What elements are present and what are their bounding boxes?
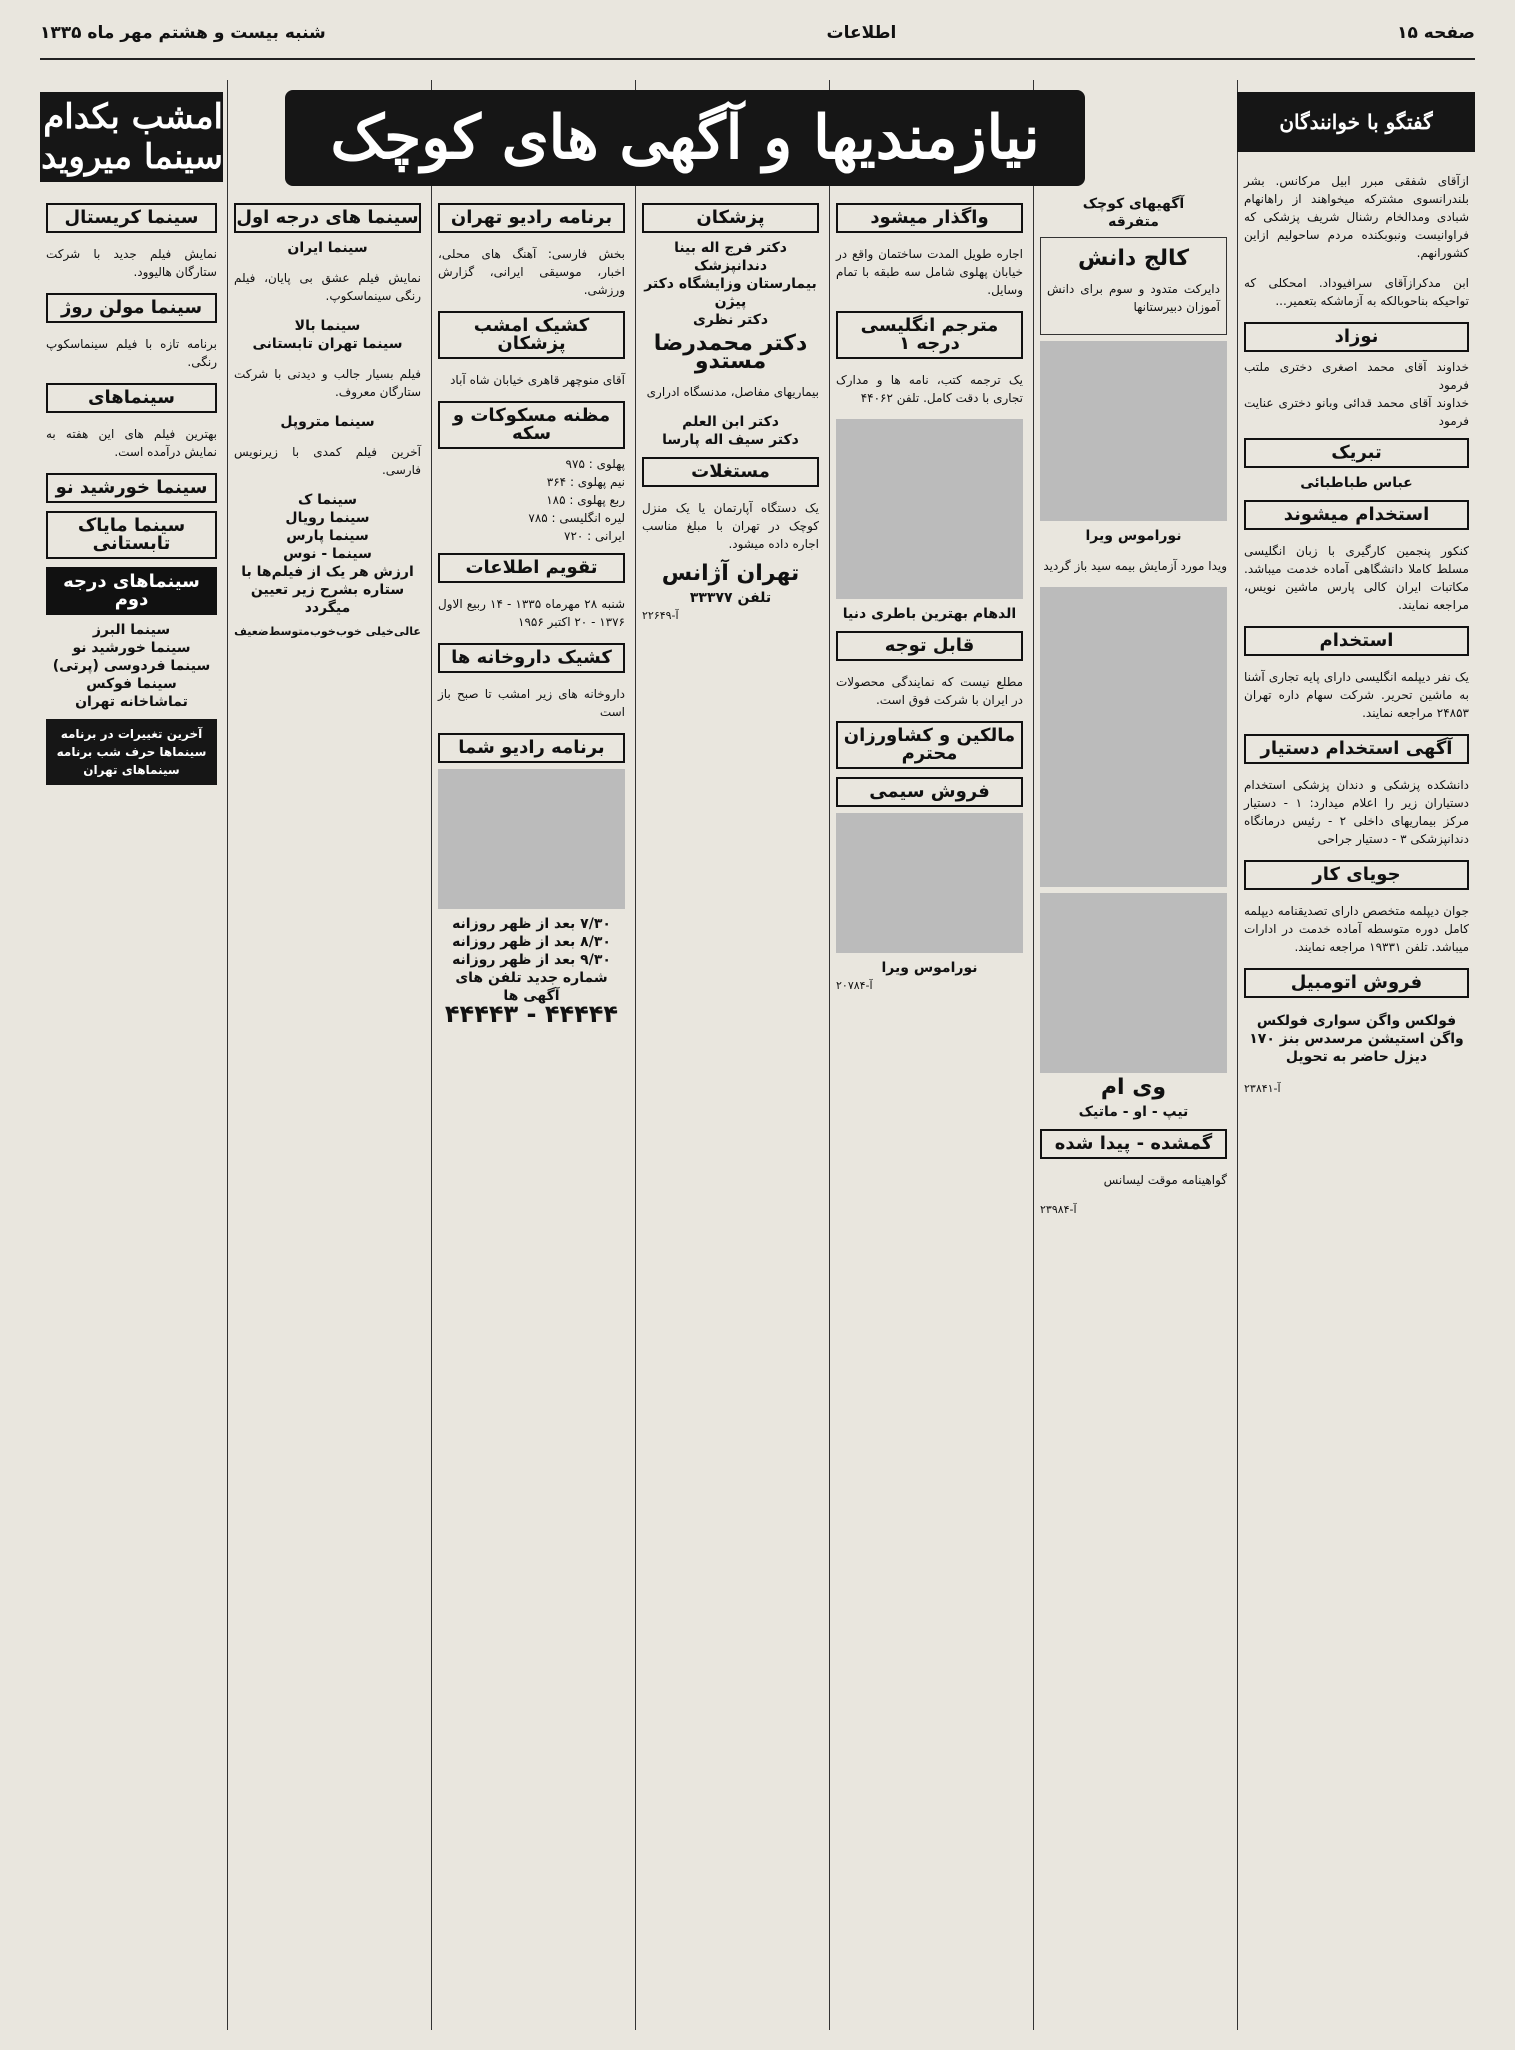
reader-letter: ازآقای شفقی مبرر ابیل مرکانس. بشر بلندرانسوی مشترکه میخواهند از راهانهام شبادی ومدالخام رشنال شریف پزشکی که فراوانیست ونبوبکنده مردم ساحولیم ازاین کشورانهم.: [1244, 174, 1469, 260]
crystal-title: سینما کریستال: [46, 203, 217, 233]
hiring2-text: یک نفر دیپلمه انگلیسی دارای پایه تجاری آشنا به ماشین تحریر. شرکت سهام داره تهران ۲۴۸۵۳ مراجعه نمایند.: [1244, 670, 1469, 720]
schedule-item: ۷/۳۰ بعد از ظهر روزانه: [452, 916, 611, 932]
currency-row: لیره انگلیسی : ۷۸۵: [528, 511, 625, 525]
moulin-title: سینما مولن روژ: [46, 293, 217, 323]
cinema-tehran: سینما تهران تابستانی: [252, 336, 403, 352]
radio-text: بخش فارسی: آهنگ های محلی، اخبار، موسیقی ایرانی، گزارش ورزشی.: [438, 247, 625, 297]
cinema-royal: سینما رویال: [285, 510, 370, 526]
tabestan-title: سینما مایاک تابستانی: [46, 511, 217, 559]
radio2-title: برنامه رادیو شما: [438, 733, 625, 763]
translator-title: مترجم انگلیسی درجه ۱: [836, 311, 1023, 359]
cinema-iran: سینما ایران: [287, 240, 368, 256]
phone: تلفن ۳۳۳۷۷: [689, 590, 772, 606]
doctor-2: بیمارستان وزایشگاه دکتر پیژن: [644, 276, 817, 310]
brand-name: نوراموس ویرا: [1085, 528, 1182, 544]
rating-item: خوب: [309, 625, 336, 638]
crystal-text: نمایش فیلم جدید با شرکت ستارگان هالیوود.: [46, 247, 217, 279]
readers-heading: گفتگو با خوانندگان: [1237, 92, 1475, 152]
cinema-metro-text: آخرین فیلم کمدی با زیرنویس فارسی.: [234, 445, 421, 477]
cinema-k: سینما ک: [297, 492, 358, 508]
battery-illustration: [1040, 341, 1227, 521]
rating-item: ضعیف: [234, 625, 269, 638]
cinema1-title: سینما های درجه اول: [234, 203, 421, 233]
doctor-banner: دکتر محمدرضا مستدو: [653, 331, 808, 374]
rent-title: واگذار میشود: [836, 203, 1023, 233]
currency-title: مظنه مسکوکات و سکه: [438, 401, 625, 449]
rating-item: متوسط: [268, 625, 310, 638]
brand-name: نوراموس ویرا: [881, 960, 978, 976]
moulin-text: برنامه تازه با فیلم سینماسکوپ رنگی.: [46, 337, 217, 369]
pharmacy-text: آقای منوچهر قاهری خیابان شاه آباد: [450, 373, 625, 387]
column-small-ads: [1033, 80, 1233, 2030]
calendar-title: تقویم اطلاعات: [438, 553, 625, 583]
contact-number: ۴۴۴۴۴ - ۴۴۴۴۳: [444, 1000, 619, 1028]
car-text: فولکس واگن سواری فولکس واگن استیشن مرسدس بنز ۱۷۰ دیزل حاضر به تحویل: [1249, 1013, 1464, 1065]
column-cinemas-2: [40, 80, 223, 2030]
column-rentals: [829, 80, 1029, 2030]
doctor-3: دکتر نظری: [692, 312, 769, 328]
agent-title: مالکین و کشاورزان محترم: [836, 721, 1023, 769]
radio-illustration: [438, 769, 625, 909]
misc-title: مستغلات: [642, 457, 819, 487]
rating-bar: [234, 623, 421, 641]
newborn-title: نوزاد: [1244, 322, 1469, 352]
cinema-nos: سینما - نوس: [283, 546, 372, 562]
jobseek-text: جوان دیپلمه متخصص دارای تصدیقنامه دیپلمه کامل دوره متوسطه آماده خدمت در ادارات میباشد. تلفن ۱۹۳۳۱ مراجعه نمایند.: [1244, 904, 1469, 954]
cinema-pars: سینما پارس: [286, 528, 369, 544]
hiring-text: کنکور پنجمین کارگیری با زبان انگلیسی مسلط کاملا دانشگاهی آماده خدمت میباشد. مکاتبات ایران کالی پارس ماشین نویس، مراجعه نمایند.: [1244, 544, 1469, 612]
battery-image: [836, 419, 1023, 599]
ref: آ-۲۰۷۸۴: [836, 979, 873, 992]
radio-title: برنامه رادیو تهران: [438, 203, 625, 233]
newborn-item: خداوند آقای محمد اصغری دختری ملتب فرمود: [1244, 360, 1469, 392]
schedule-item: ۸/۳۰ بعد از ظهر روزانه: [452, 934, 611, 950]
alborz-title: سینما البرز: [92, 622, 171, 638]
pharmacy-title: کشیک امشب پزشکان: [438, 311, 625, 359]
doctors-title: پزشکان: [642, 203, 819, 233]
assistant-title: آگهی استخدام دستیار: [1244, 734, 1469, 764]
rating-item: خیلی خوب: [336, 625, 394, 638]
doctor-specialty: بیماریهای مفاصل، مدنسگاه ادراری: [646, 385, 819, 399]
notice-title: قابل توجه: [836, 631, 1023, 661]
cat-illustration: [1040, 587, 1227, 887]
footer-note: آخرین تغییرات در برنامه سینماها حرف شب برنامه سینماهای تهران: [46, 719, 217, 785]
currency-row: نیم پهلوی : ۳۶۴: [546, 475, 625, 489]
battery-brand: الدهام بهترین باطری دنیا: [842, 606, 1017, 622]
classifieds-banner: نیازمندیها و آگهی های کوچک: [285, 90, 1085, 186]
lost-title: گمشده - پیدا شده: [1040, 1129, 1227, 1159]
hiring2-title: استخدام: [1244, 626, 1469, 656]
misc-text: یک دستگاه آپارتمان یا یک منزل کوچک در تهران با مبلغ مناسب اجاره داده میشود.: [642, 501, 819, 551]
drugstore-text: داروخانه های زیر امشب تا صبح باز است: [438, 687, 625, 719]
sale-title: فروش سیمی: [836, 777, 1023, 807]
drugstore-title: کشیک داروخانه ها: [438, 643, 625, 673]
car-title: فروش اتومبیل: [1244, 968, 1469, 998]
page-header: [40, 8, 1475, 60]
jobseek-title: جویای کار: [1244, 860, 1469, 890]
schedule-item: ۹/۳۰ بعد از ظهر روزانه: [452, 952, 611, 968]
doctor-1: دکتر فرج اله بینا دندانپزشک: [674, 240, 787, 274]
cinema-iran-text: نمایش فیلم عشق بی پایان، فیلم رنگی سینماسکوپ.: [234, 271, 421, 303]
agency-name: تهران آژانس: [661, 561, 800, 586]
product-name: تیپ - او - ماتیک: [1078, 1104, 1189, 1120]
car-ref: آ-۲۳۸۴۱: [1244, 1082, 1281, 1095]
rating-title: ارزش هر یک از فیلم‌ها با ستاره بشرح زیر تعیین میگردد: [241, 564, 414, 616]
ref: آ-۲۲۶۴۹: [642, 609, 679, 622]
tape-recorder-illustration: [1040, 893, 1227, 1073]
ref: آ-۲۳۹۸۴: [1040, 1203, 1077, 1216]
brand-logo: [836, 813, 1023, 953]
currency-row: ربع پهلوی : ۱۸۵: [546, 493, 625, 507]
rent-text: اجاره طویل المدت ساختمان واقع در خیابان پهلوی شامل سه طبقه با تمام وسایل.: [836, 247, 1023, 297]
reader-letter-2: ابن مدکرازآقای سرافیوداد. امحکلی که تواحیکه بناحوبالکه به آزماشکه بتعمیر...: [1244, 276, 1469, 308]
column-radio: [431, 80, 631, 2030]
currency-row: ایرانی : ۷۲۰: [564, 529, 625, 543]
khorshid-title: سینما خورشید نو: [72, 640, 191, 656]
cinemas-title: سینماهای: [46, 383, 217, 413]
doctor-5: دکتر سیف اله پارسا: [662, 432, 799, 448]
fox-title: سینما فوکس: [86, 676, 177, 692]
ad-text: ویدا مورد آزمایش بیمه سید باز گردید: [1043, 559, 1227, 573]
newborn-item: خداوند آقای محمد قدائی وبانو دختری عنایت فرمود: [1244, 396, 1469, 428]
cinemas-text: بهترین فیلم های این هفته به نمایش درآمده است.: [46, 427, 217, 459]
assistant-text: دانشکده پزشکی و دندان پزشکی استخدام دستیاران زیر را اعلام میدارد: ۱ - دستیار مرکز بیماریهای داخلی ۲ - رئیس درمانگاه دندانپزشکی ۳ - دستیار جراحی: [1244, 778, 1469, 846]
cinema-banner: امشب بکدام سینما میروید: [40, 92, 223, 182]
contact-title: شماره جدید تلفن های آگهی ها: [455, 970, 608, 1004]
school-name: کالج دانش: [1077, 246, 1190, 271]
hiring-title: استخدام میشوند: [1244, 500, 1469, 530]
theatre-title: تماشاخانه تهران: [75, 694, 188, 710]
column-cinemas: [227, 80, 427, 2030]
cinema-metro: سینما متروپل: [280, 414, 375, 430]
ferdowsi-title: سینما فردوسی (پرتی): [52, 658, 211, 674]
issue-date: شنبه بیست و هشتم مهر ماه ۱۳۳۵: [40, 23, 326, 43]
congrats-name: عباس طباطبائی: [1300, 475, 1413, 491]
currency-row: پهلوی : ۹۷۵: [565, 457, 625, 471]
misc-title: متفرقه: [1108, 214, 1159, 230]
congrats-title: تبریک: [1244, 438, 1469, 468]
school-text: دایرکت متدود و سوم برای دانش آموزان دبیرستانها: [1047, 282, 1220, 314]
rating-item: عالی: [393, 625, 421, 638]
column-doctors: [635, 80, 825, 2030]
newspaper-name: اطلاعات: [826, 23, 897, 43]
column-readers: [1237, 80, 1475, 2030]
cinema-tehran-text: فیلم بسیار جالب و دیدنی با شرکت ستارگان معروف.: [234, 367, 421, 399]
chamran-title: سینما خورشید نو: [46, 473, 217, 503]
calendar-text: شنبه ۲۸ مهرماه ۱۳۳۵ - ۱۴ ربیع الاول ۱۳۷۶ - ۲۰ اکتبر ۱۹۵۶: [438, 597, 625, 629]
cinemas2-title: سینماهای درجه دوم: [46, 567, 217, 615]
product-brand: وی ام: [1100, 1075, 1167, 1100]
page-number: صفحه ۱۵: [1397, 23, 1475, 43]
notice-text: مطلع نیست که نمایندگی محصولات در ایران با شرکت فوق است.: [836, 675, 1023, 707]
doctor-4: دکتر ابن العلم: [682, 414, 779, 430]
cinema-bala: سینما بالا: [294, 318, 361, 334]
lost-text: گواهینامه موقت لیسانس: [1103, 1173, 1227, 1187]
translator-text: یک ترجمه کتب، نامه ها و مدارک تجاری با دقت کامل. تلفن ۴۴۰۶۲: [836, 373, 1023, 405]
small-ads-title: آگهیهای کوچک: [1082, 196, 1185, 212]
